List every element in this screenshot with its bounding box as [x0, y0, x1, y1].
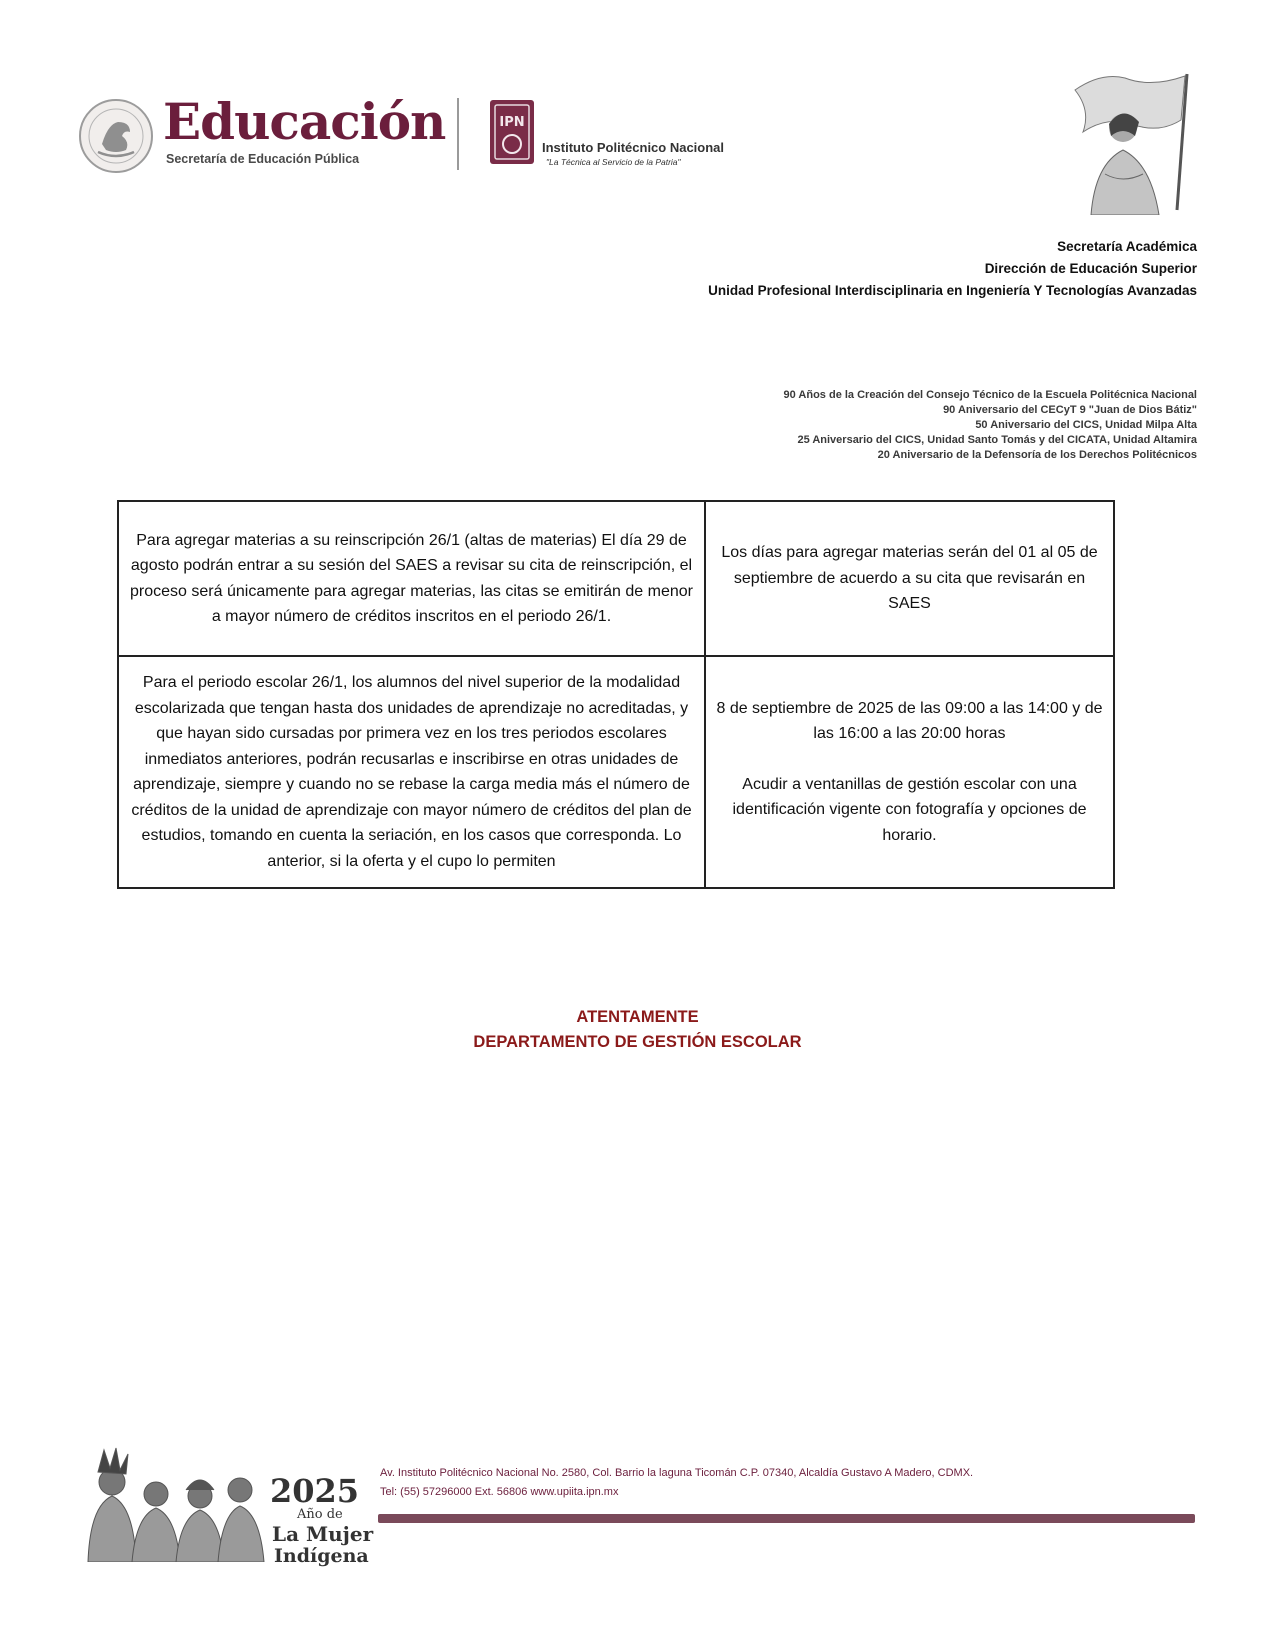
institution-line-unit: Unidad Profesional Interdisciplinaria en Ingeniería Y Tecnologías Avanzadas: [708, 283, 1197, 298]
anniversaries-list: [784, 388, 1197, 463]
closing-department: DEPARTAMENTO DE GESTIÓN ESCOLAR: [473, 1033, 802, 1051]
education-wordmark: Educación: [163, 92, 446, 151]
anniversary-line: 90 Años de la Creación del Consejo Técnico de la Escuela Politécnica Nacional: [783, 389, 1197, 401]
enrollment-table: [117, 500, 1115, 889]
table-row: [118, 656, 1114, 888]
education-subtitle: Secretaría de Educación Pública: [166, 152, 360, 166]
ipn-emblem-icon: [488, 98, 536, 166]
commemorative-line-1: Año de: [297, 1507, 343, 1522]
svg-text:IPN: IPN: [499, 115, 525, 130]
commemorative-line-3: Indígena: [274, 1545, 369, 1567]
institution-line-academic: Secretaría Académica: [1057, 239, 1197, 254]
closing-atentamente: ATENTAMENTE: [576, 1008, 699, 1026]
footer-bar: [378, 1514, 1195, 1523]
footer-contact: Tel: (55) 57296000 Ext. 56806 www.upiita.ipn.mx: [380, 1486, 619, 1498]
anniversary-line: 20 Aniversario de la Defensoría de los Derechos Politécnicos: [877, 449, 1197, 461]
commemorative-year: 2025: [270, 1472, 360, 1510]
schedule-instructions: Acudir a ventanillas de gestión escolar con una identificación vigente con fotografía y opciones de horario.: [732, 775, 1087, 844]
indigenous-women-illustration: [80, 1444, 265, 1562]
footer-address-block: [380, 1464, 973, 1502]
footer-address: Av. Instituto Politécnico Nacional No. 2580, Col. Barrio la laguna Ticomán C.P. 07340, Alcaldía Gustavo A Madero, CDMX.: [380, 1467, 974, 1479]
ipn-name: Instituto Politécnico Nacional: [542, 140, 725, 155]
ipn-motto: "La Técnica al Servicio de la Patria": [546, 157, 681, 167]
anniversary-line: 90 Aniversario del CECyT 9 "Juan de Dios Bátiz": [943, 404, 1197, 416]
woman-with-flag-illustration: [1055, 70, 1200, 215]
table-cell-schedule: [705, 501, 1114, 656]
anniversary-line: 50 Aniversario del CICS, Unidad Milpa Alta: [975, 419, 1197, 431]
table-cell-description: Para el periodo escolar 26/1, los alumnos del nivel superior de la modalidad escolarizada que tengan hasta dos unidades de aprendizaje no acreditadas, y que hayan sido cursadas por primera vez en los tres periodos escolares inmediatos anteriores, podrán recusarlas e inscribirse en otras unidades de aprendizaje, siempre y cuando no se rebase la carga media más el número de créditos de la unidad de aprendizaje con mayor número de créditos del plan de estudios, tomando en cuenta la seriación, en los casos que corresponda. Lo anterior, si la oferta y el cupo lo permiten: [118, 656, 705, 888]
anniversary-line: 25 Aniversario del CICS, Unidad Santo Tomás y del CICATA, Unidad Altamira: [797, 434, 1197, 446]
table-row: [118, 501, 1114, 656]
schedule-text: Los días para agregar materias serán del 01 al 05 de septiembre de acuerdo a su cita que revisarán en SAES: [721, 544, 1098, 613]
institution-line-direction: Dirección de Educación Superior: [984, 261, 1197, 276]
commemorative-line-2: La Mujer: [272, 1522, 374, 1546]
table-cell-schedule: [705, 656, 1114, 888]
schedule-text: 8 de septiembre de 2025 de las 09:00 a las 14:00 y de las 16:00 a las 20:00 horas: [716, 699, 1103, 743]
logo-divider: [457, 98, 459, 170]
mexico-coat-of-arms-icon: [78, 98, 154, 174]
table-cell-description: Para agregar materias a su reinscripción 26/1 (altas de materias) El día 29 de agosto podrán entrar a su sesión del SAES a revisar su cita de reinscripción, el proceso será únicamente para agregar materias, las citas se emitirán de menor a mayor número de créditos inscritos en el periodo 26/1.: [118, 501, 705, 656]
